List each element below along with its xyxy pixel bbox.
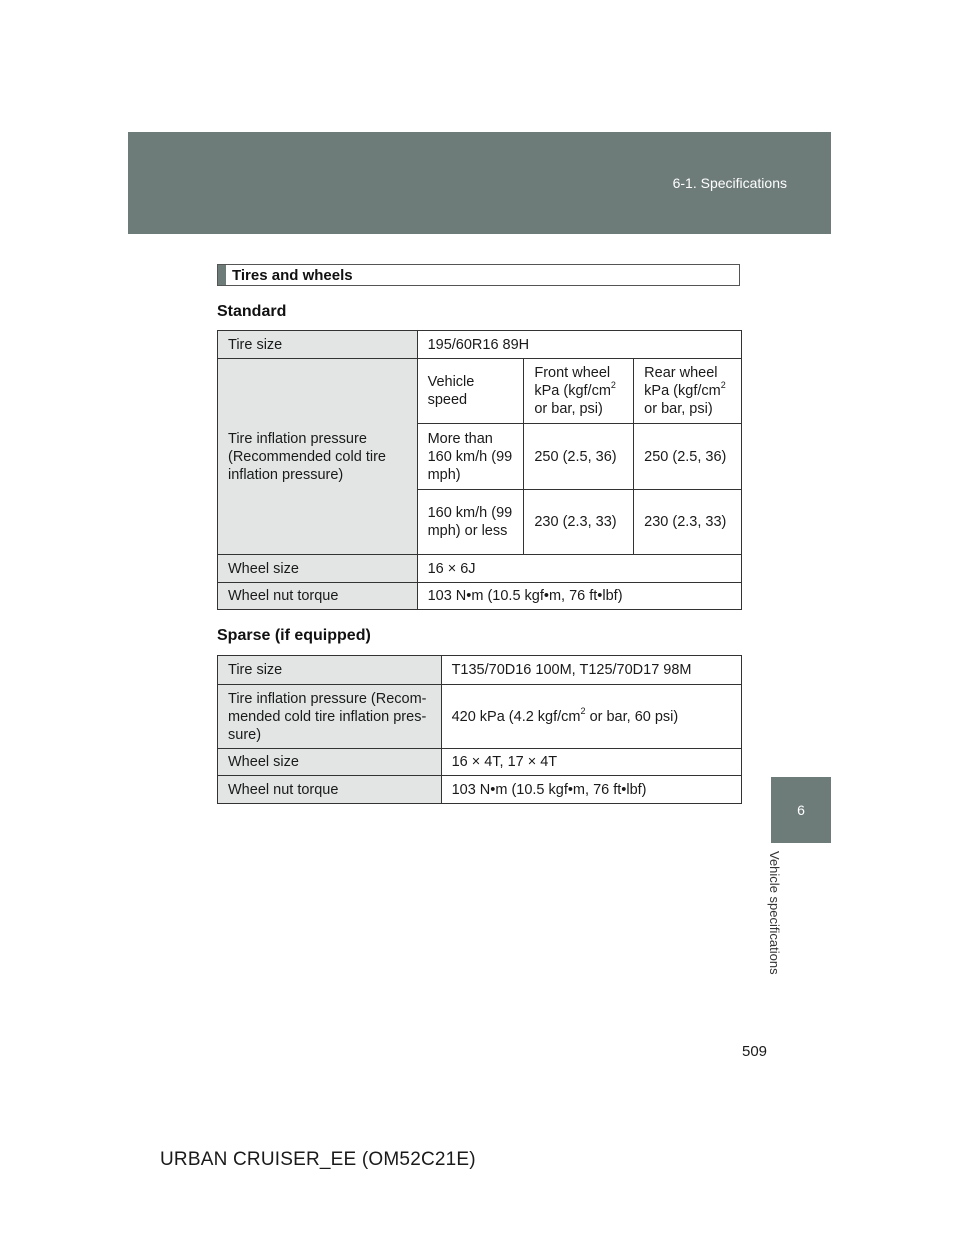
spare-wheel-size-label: Wheel size bbox=[218, 749, 442, 776]
table-row bbox=[218, 656, 742, 685]
tire-size-value: 195/60R16 89H bbox=[417, 331, 741, 359]
speed-cell: 160 km/h (99 mph) or less bbox=[417, 490, 524, 555]
spare-wheel-nut-torque-value: 103 N•m (10.5 kgf•m, 76 ft•lbf) bbox=[441, 776, 741, 804]
section-breadcrumb: 6-1. Specifications bbox=[672, 175, 787, 191]
chapter-number: 6 bbox=[797, 802, 805, 818]
front-pressure-cell: 230 (2.3, 33) bbox=[524, 490, 634, 555]
table-row bbox=[218, 776, 742, 804]
speed-cell: More than 160 km/h (99 mph) bbox=[417, 424, 524, 490]
title-accent-bar bbox=[218, 265, 226, 285]
chapter-label: Vehicle specifications bbox=[767, 851, 782, 975]
table-row bbox=[218, 555, 742, 583]
section-title bbox=[217, 264, 740, 286]
col-vehicle-speed: Vehicle speed bbox=[417, 359, 524, 424]
rear-pressure-cell: 230 (2.3, 33) bbox=[634, 490, 742, 555]
header-band bbox=[128, 132, 831, 234]
table-row bbox=[218, 331, 742, 359]
spare-tire-size-value: T135/70D16 100M, T125/70D17 98M bbox=[441, 656, 741, 685]
standard-heading: Standard bbox=[217, 303, 287, 320]
spare-inflation-pressure-label: Tire inflation pressure (Recom-mended cold tire inflation pres-sure) bbox=[218, 685, 442, 749]
spare-heading: Sparse (if equipped) bbox=[217, 627, 371, 644]
wheel-size-value: 16 × 6J bbox=[417, 555, 741, 583]
table-row bbox=[218, 359, 742, 424]
rear-pressure-cell: 250 (2.5, 36) bbox=[634, 424, 742, 490]
wheel-nut-torque-label: Wheel nut torque bbox=[218, 583, 418, 610]
spare-tire-size-label: Tire size bbox=[218, 656, 442, 685]
front-pressure-cell: 250 (2.5, 36) bbox=[524, 424, 634, 490]
spare-wheel-nut-torque-label: Wheel nut torque bbox=[218, 776, 442, 804]
spare-spec-table bbox=[217, 655, 742, 804]
section-title-text: Tires and wheels bbox=[232, 266, 353, 284]
table-row bbox=[218, 749, 742, 776]
standard-spec-table bbox=[217, 330, 742, 610]
inflation-pressure-label: Tire inflation pressure (Recommended cold tire inflation pressure) bbox=[218, 359, 418, 555]
col-front-wheel: Front wheel kPa ($kgf/cm^2$ or bar, psi) bbox=[524, 359, 634, 424]
tire-size-label: Tire size bbox=[218, 331, 418, 359]
spare-wheel-size-value: 16 × 4T, 17 × 4T bbox=[441, 749, 741, 776]
page-number: 509 bbox=[742, 1043, 768, 1060]
wheel-size-label: Wheel size bbox=[218, 555, 418, 583]
chapter-label-container bbox=[767, 851, 810, 991]
col-rear-wheel: Rear wheel kPa ($kgf/cm^2$ or bar, psi) bbox=[634, 359, 742, 424]
footer-model-code: URBAN CRUISER_EE (OM52C21E) bbox=[160, 1149, 476, 1170]
chapter-tab bbox=[771, 777, 831, 843]
spare-inflation-pressure-value: 420 kPa (4.2 kgf/$cm^2$ or bar, 60 psi) bbox=[441, 685, 741, 749]
table-row bbox=[218, 583, 742, 610]
wheel-nut-torque-value: 103 N•m (10.5 kgf•m, 76 ft•lbf) bbox=[417, 583, 741, 610]
table-row bbox=[218, 685, 742, 749]
